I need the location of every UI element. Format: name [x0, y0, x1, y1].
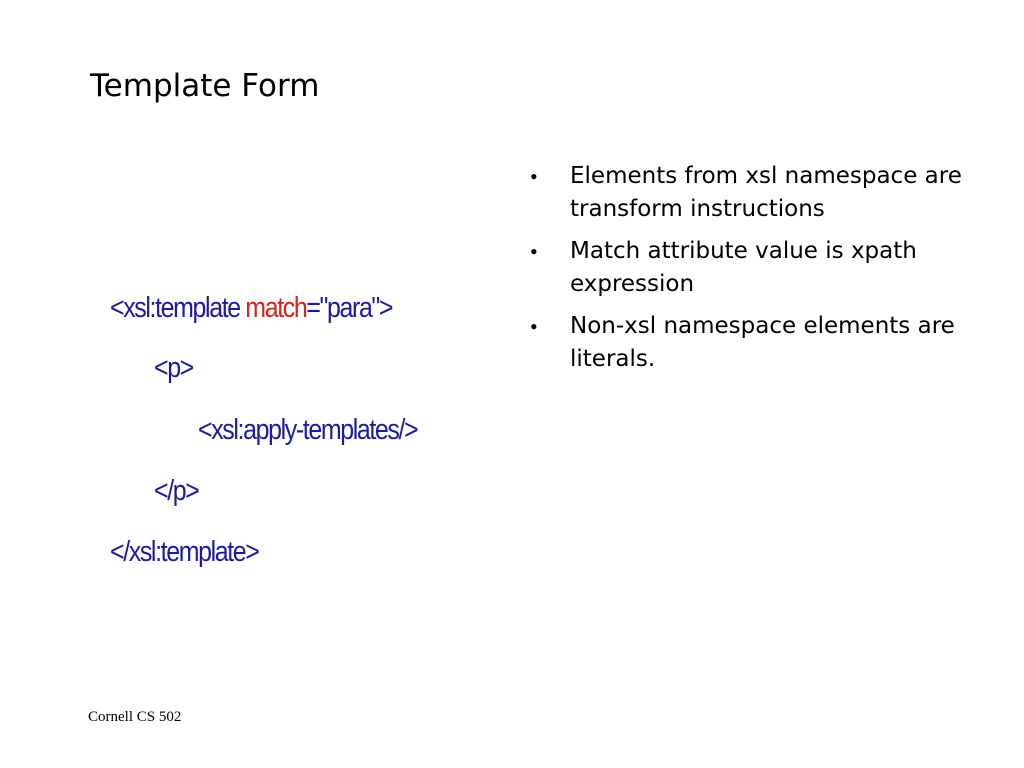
code-attr-name: match	[245, 292, 307, 324]
code-equals: =	[306, 292, 320, 324]
code-line-template-open	[110, 290, 392, 326]
bullet-text: Non-xsl namespace elements are literals.	[570, 313, 955, 372]
bullet-marker: •	[530, 239, 538, 264]
slide-title: Template Form	[90, 68, 320, 104]
code-line-p-close: </p>	[154, 475, 199, 507]
code-line-template-close: </xsl:template>	[110, 536, 259, 568]
bullet-item	[528, 160, 998, 226]
bullet-text: Match attribute value is xpath expression	[570, 238, 917, 297]
bullet-marker: •	[530, 164, 538, 189]
code-line-p-open: <p>	[154, 352, 193, 384]
xsl-code-example	[108, 278, 468, 588]
code-line-apply-templates: <xsl:apply-templates/>	[198, 414, 418, 446]
bullet-marker: •	[530, 314, 538, 339]
bullet-text: Elements from xsl namespace are transform instructions	[570, 163, 962, 222]
code-tag-open: <xsl:template	[110, 292, 246, 324]
bullet-list	[528, 160, 998, 385]
code-attr-value: "para"	[319, 292, 379, 324]
slide-footer: Cornell CS 502	[88, 709, 182, 725]
code-tag-close: >	[378, 292, 393, 324]
bullet-item	[528, 310, 998, 376]
bullet-item	[528, 235, 998, 301]
